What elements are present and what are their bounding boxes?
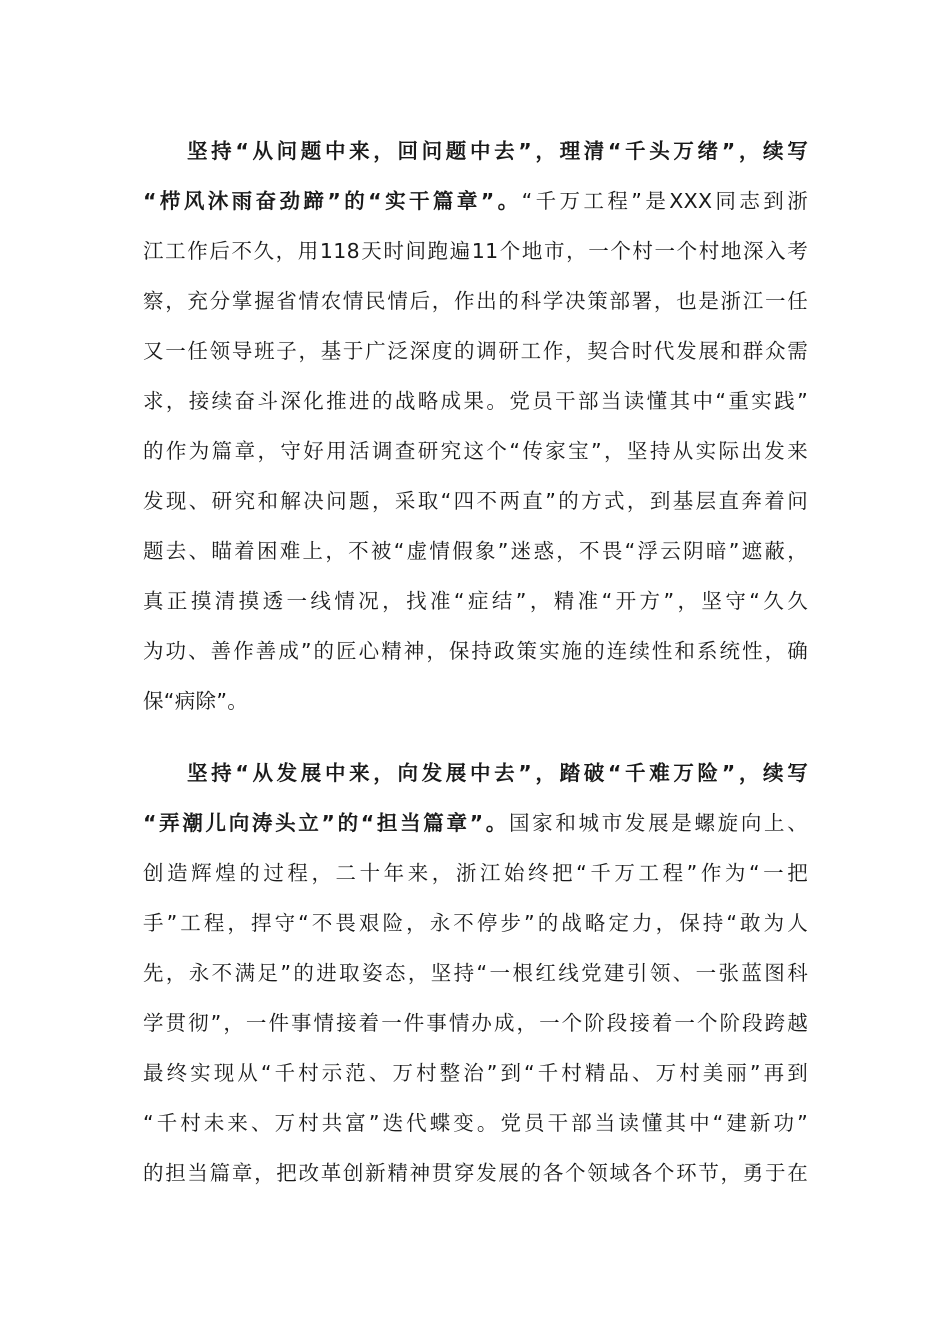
text-line — [143, 1098, 808, 1148]
bold-heading-text: 坚持“从发展中来，向发展中去”，踏破“千难万险”，续写 — [187, 761, 808, 785]
body-text: 先，永不满足”的进取姿态，坚持“一根红线党建引领、一张蓝图科 — [143, 961, 808, 985]
body-text: “千万工程”是XXX同志到浙 — [521, 189, 808, 213]
body-text: 题去、瞄着困难上，不被“虚情假象”迷惑，不畏“浮云阴暗”遮蔽， — [143, 539, 808, 563]
text-line — [143, 748, 808, 798]
body-text: 保“病除”。 — [143, 689, 249, 713]
body-text: 又一任领导班子，基于广泛深度的调研工作，契合时代发展和群众需 — [143, 339, 808, 363]
text-line — [143, 1148, 808, 1198]
text-line — [143, 998, 808, 1048]
text-line — [143, 898, 808, 948]
text-line — [143, 848, 808, 898]
text-line-last — [143, 676, 808, 726]
body-text: 求，接续奋斗深化推进的战略成果。党员干部当读懂其中“重实践” — [143, 389, 808, 413]
bold-heading-text: “弄潮儿向涛头立”的“担当篇章”。 — [143, 811, 509, 835]
body-text: 为功、善作善成”的匠心精神，保持政策实施的连续性和系统性，确 — [143, 639, 808, 663]
text-line — [143, 626, 808, 676]
body-text: 最终实现从“千村示范、万村整治”到“千村精品、万村美丽”再到 — [143, 1061, 808, 1085]
text-line — [143, 376, 808, 426]
text-line — [143, 276, 808, 326]
text-line — [143, 476, 808, 526]
text-line — [143, 426, 808, 476]
text-line — [143, 526, 808, 576]
text-line — [143, 798, 808, 848]
text-line — [143, 176, 808, 226]
body-text: 江工作后不久，用118天时间跑遍11个地市，一个村一个村地深入考 — [143, 239, 808, 263]
text-line — [143, 576, 808, 626]
text-line — [143, 126, 808, 176]
paragraph-practice — [143, 126, 808, 726]
body-text: 国家和城市发展是螺旋向上、 — [509, 811, 808, 835]
body-text: 的作为篇章，守好用活调查研究这个“传家宝”，坚持从实际出发来 — [143, 439, 808, 463]
body-text: 的担当篇章，把改革创新精神贯穿发展的各个领域各个环节，勇于在 — [143, 1161, 808, 1185]
bold-heading-text: “栉风沐雨奋劲蹄”的“实干篇章”。 — [143, 189, 522, 213]
body-text: 创造辉煌的过程，二十年来，浙江始终把“千万工程”作为“一把 — [143, 861, 808, 885]
text-line — [143, 326, 808, 376]
bold-heading-text: 坚持“从问题中来，回问题中去”，理清“千头万绪”，续写 — [187, 139, 808, 163]
body-text: “千村未来、万村共富”迭代蝶变。党员干部当读懂其中“建新功” — [143, 1111, 808, 1135]
paragraph-development — [143, 748, 808, 1198]
text-line — [143, 948, 808, 998]
body-text: 真正摸清摸透一线情况，找准“症结”，精准“开方”，坚守“久久 — [143, 589, 808, 613]
text-line — [143, 226, 808, 276]
body-text: 察，充分掌握省情农情民情后，作出的科学决策部署，也是浙江一任 — [143, 289, 808, 313]
body-text: 手”工程，捍守“不畏艰险，永不停步”的战略定力，保持“敢为人 — [143, 911, 808, 935]
text-line — [143, 1048, 808, 1098]
body-text: 发现、研究和解决问题，采取“四不两直”的方式，到基层直奔着问 — [143, 489, 808, 513]
body-text: 学贯彻”，一件事情接着一件事情办成，一个阶段接着一个阶段跨越 — [143, 1011, 808, 1035]
